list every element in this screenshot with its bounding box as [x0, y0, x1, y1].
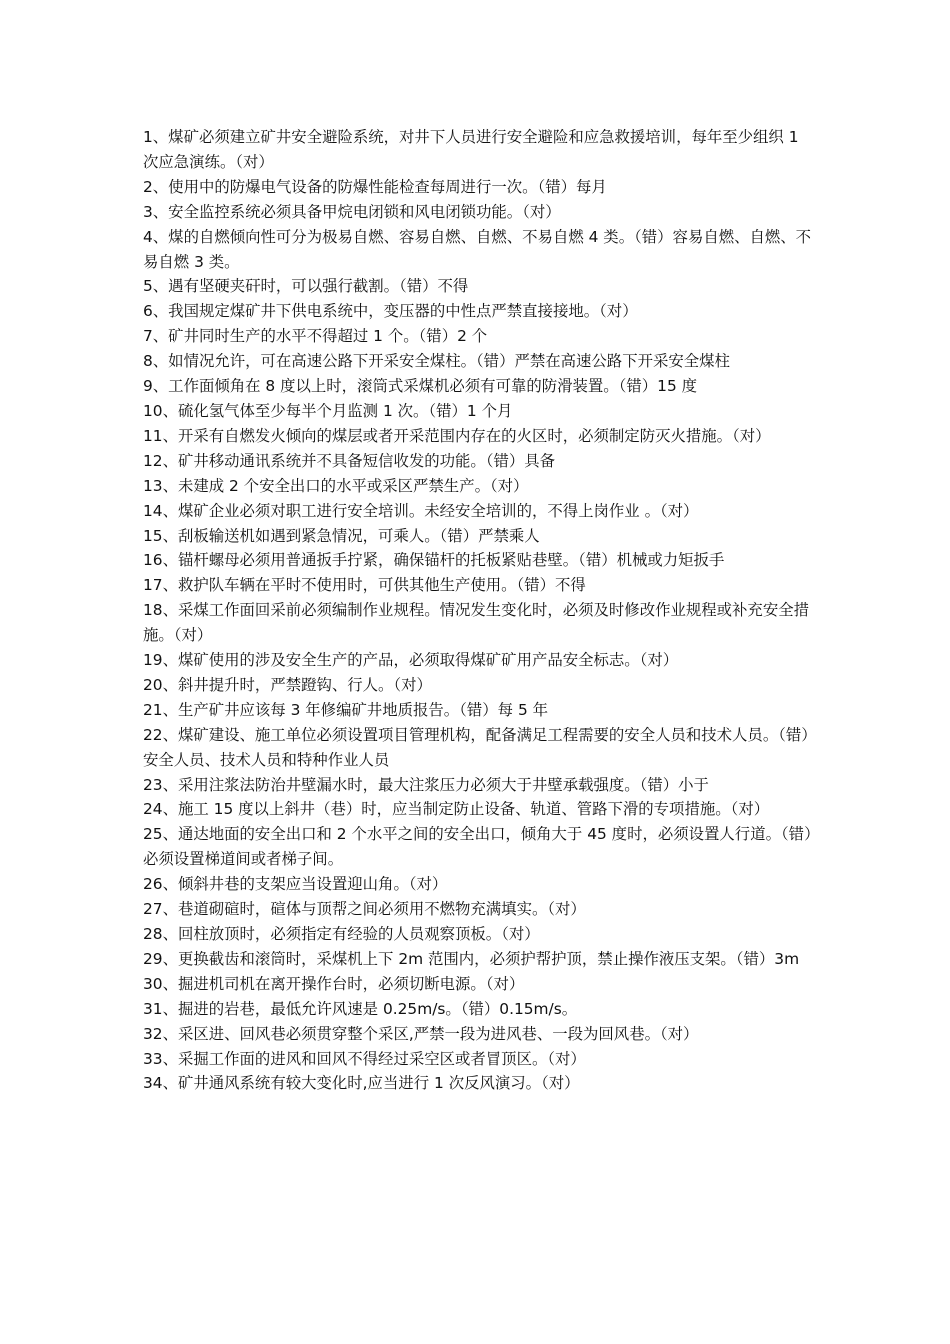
- list-item: 33、采掘工作面的进风和回风不得经过采空区或者冒顶区。（对）: [143, 1049, 586, 1068]
- list-item: 25、通达地面的安全出口和 2 个水平之间的安全出口，倾角大于 45 度时，必须设置人行道。（错）必须设置梯道间或者梯子间。: [143, 825, 812, 869]
- list-item: 10、硫化氢气体至少每半个月监测 1 次。（错）1 个月: [143, 401, 513, 420]
- list-item: 12、矿井移动通讯系统并不具备短信收发的功能。（错）具备: [143, 451, 556, 470]
- list-item: 18、采煤工作面回采前必须编制作业规程。情况发生变化时，必须及时修改作业规程或补充安全措施。（对）: [143, 601, 809, 645]
- list-item: 27、巷道砌碹时，碹体与顶帮之间必须用不燃物充满填实。（对）: [143, 900, 586, 919]
- list-item: 20、斜井提升时，严禁蹬钩、行人。（对）: [143, 675, 432, 694]
- list-item: 28、回柱放顶时，必须指定有经验的人员观察顶板。（对）: [143, 925, 540, 943]
- list-item: 29、更换截齿和滚筒时，采煤机上下 2m 范围内，必须护帮护顶，禁止操作液压支架。（错）3m: [143, 949, 800, 968]
- list-item: 34、矿井通风系统有较大变化时,应当进行 1 次反风演习。（对）: [143, 1074, 580, 1093]
- list-item: 3、安全监控系统必须具备甲烷电闭锁和风电闭锁功能。（对）: [143, 202, 561, 221]
- list-item: 19、煤矿使用的涉及安全生产的产品，必须取得煤矿矿用产品安全标志。（对）: [143, 651, 679, 670]
- list-item: 16、锚杆螺母必须用普通扳手拧紧，确保锚杆的托板紧贴巷壁。（错）机械或力矩扳手: [143, 551, 725, 570]
- list-item: 6、我国规定煤矿井下供电系统中，变压器的中性点严禁直接接地。（对）: [143, 302, 638, 321]
- list-item: 23、采用注浆法防治井壁漏水时，最大注浆压力必须大于井壁承载强度。（错）小于: [143, 775, 709, 794]
- list-item: 2、使用中的防爆电气设备的防爆性能检查每周进行一次。（错）每月: [143, 177, 607, 196]
- list-item: 1、煤矿必须建立矿井安全避险系统，对井下人员进行安全避险和应急救援培训，每年至少组织 1 次应急演练。（对）: [143, 128, 799, 171]
- list-item: 30、掘进机司机在离开操作台时，必须切断电源。（对）: [143, 974, 525, 993]
- list-item: 8、如情况允许，可在高速公路下开采安全煤柱。（错）严禁在高速公路下开采安全煤柱: [143, 352, 730, 371]
- list-item: 26、倾斜井巷的支架应当设置迎山角。（对）: [143, 875, 448, 894]
- document-body: [143, 125, 815, 1096]
- list-item: 4、煤的自燃倾向性可分为极易自燃、容易自燃、自燃、不易自燃 4 类。（错）容易自燃、自燃、不易自燃 3 类。: [143, 227, 812, 271]
- list-item: 22、煤矿建设、施工单位必须设置项目管理机构，配备满足工程需要的安全人员和技术人员。（错）安全人员、技术人员和特种作业人员: [143, 725, 809, 769]
- list-item: 9、工作面倾角在 8 度以上时，滚筒式采煤机必须有可靠的防滑装置。（错）15 度: [143, 377, 698, 396]
- list-item: 31、掘进的岩巷，最低允许风速是 0.25m/s。（错）0.15m/s。: [143, 999, 578, 1018]
- list-item: 24、施工 15 度以上斜井（巷）时，应当制定防止设备、轨道、管路下滑的专项措施。（对）: [143, 800, 770, 819]
- list-item: 7、矿井同时生产的水平不得超过 1 个。（错）2 个: [143, 327, 488, 346]
- list-item: 11、开采有自燃发火倾向的煤层或者开采范围内存在的火区时，必须制定防灭火措施。（对）: [143, 426, 771, 445]
- list-item: 14、煤矿企业必须对职工进行安全培训。未经安全培训的，不得上岗作业 。（对）: [143, 501, 699, 520]
- list-item: 5、遇有坚硬夹矸时，可以强行截割。（错）不得: [143, 277, 469, 296]
- list-item: 17、救护队车辆在平时不使用时，可供其他生产使用。（错）不得: [143, 576, 586, 595]
- list-item: 15、刮板输送机如遇到紧急情况，可乘人。（错）严禁乘人: [143, 526, 540, 545]
- list-item: 13、未建成 2 个安全出口的水平或采区严禁生产。（对）: [143, 476, 529, 495]
- list-item: 21、生产矿井应该每 3 年修编矿井地质报告。（错）每 5 年: [143, 700, 549, 719]
- list-item: 32、采区进、回风巷必须贯穿整个采区,严禁一段为进风巷、一段为回风巷。（对）: [143, 1024, 699, 1043]
